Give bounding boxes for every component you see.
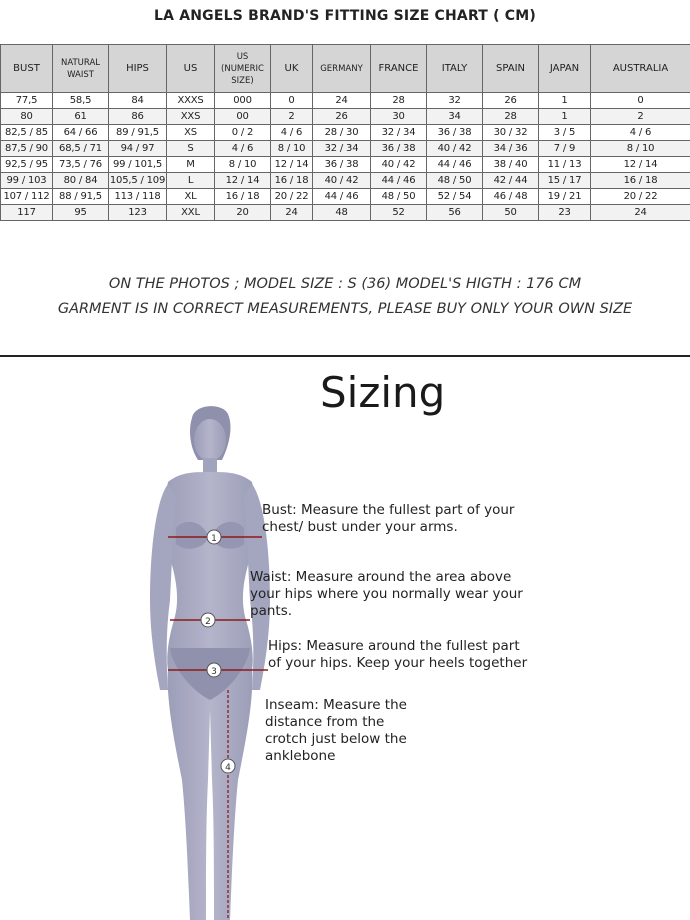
table-row [1, 141, 690, 157]
waist-line-1: Waist: Measure around the area above [250, 569, 512, 585]
table-row [1, 125, 690, 141]
table-cell: 40 / 42 [313, 173, 371, 189]
table-cell: 36 / 38 [427, 125, 483, 141]
header-us-numeric: US (NUMERIC SIZE) [215, 45, 271, 93]
header-uk: UK [271, 45, 313, 93]
table-cell: 28 [371, 93, 427, 109]
table-cell: 3 / 5 [539, 125, 591, 141]
table-cell: XS [167, 125, 215, 141]
table-cell: 28 / 30 [313, 125, 371, 141]
svg-text:4: 4 [225, 763, 231, 773]
table-cell: 80 [1, 109, 53, 125]
table-cell: 24 [271, 205, 313, 221]
table-cell: 64 / 66 [53, 125, 109, 141]
table-cell: 84 [109, 93, 167, 109]
table-cell: 48 / 50 [371, 189, 427, 205]
marker-3 [207, 663, 221, 677]
table-cell: 34 [427, 109, 483, 125]
table-cell: 86 [109, 109, 167, 125]
table-cell: 52 [371, 205, 427, 221]
table-cell: XL [167, 189, 215, 205]
sizing-title: Sizing [320, 368, 446, 417]
table-cell: 24 [313, 93, 371, 109]
table-cell: 26 [313, 109, 371, 125]
table-cell: 30 [371, 109, 427, 125]
table-cell: 28 [483, 109, 539, 125]
figure-shape [150, 406, 270, 920]
table-cell: 48 [313, 205, 371, 221]
table-cell: 4 / 6 [215, 141, 271, 157]
table-cell: 20 / 22 [591, 189, 690, 205]
table-cell: 34 / 36 [483, 141, 539, 157]
inseam-instruction [265, 697, 407, 765]
table-row [1, 109, 690, 125]
table-cell: 80 / 84 [53, 173, 109, 189]
table-cell: 30 / 32 [483, 125, 539, 141]
table-row [1, 189, 690, 205]
table-cell: 32 / 34 [371, 125, 427, 141]
table-cell: 44 / 46 [371, 173, 427, 189]
table-cell: 11 / 13 [539, 157, 591, 173]
table-cell: XXXS [167, 93, 215, 109]
table-row [1, 173, 690, 189]
inseam-line-1: Inseam: Measure the [265, 697, 407, 713]
table-cell: 44 / 46 [427, 157, 483, 173]
table-cell: 87,5 / 90 [1, 141, 53, 157]
table-cell: 61 [53, 109, 109, 125]
table-cell: 40 / 42 [371, 157, 427, 173]
table-cell: 8 / 10 [215, 157, 271, 173]
table-row [1, 205, 690, 221]
table-cell: 0 [271, 93, 313, 109]
svg-text:1: 1 [211, 534, 217, 544]
table-cell: XXS [167, 109, 215, 125]
waist-line-3: pants. [250, 603, 293, 619]
table-cell: 68,5 / 71 [53, 141, 109, 157]
bust-line-1: Bust: Measure the fullest part of your [262, 502, 515, 518]
table-header-row [1, 45, 690, 93]
table-cell: 23 [539, 205, 591, 221]
table-cell: 94 / 97 [109, 141, 167, 157]
inseam-line-2: distance from the [265, 714, 385, 730]
table-cell: 46 / 48 [483, 189, 539, 205]
table-cell: 107 / 112 [1, 189, 53, 205]
bust-line-2: chest/ bust under your arms. [262, 519, 458, 535]
table-cell: 105,5 / 109 [109, 173, 167, 189]
table-cell: 16 / 18 [215, 189, 271, 205]
waist-instruction [250, 569, 523, 620]
garment-measurement-note: GARMENT IS IN CORRECT MEASUREMENTS, PLEASE BUY ONLY YOUR OWN SIZE [57, 301, 633, 317]
table-cell: 36 / 38 [371, 141, 427, 157]
table-cell: 12 / 14 [271, 157, 313, 173]
table-cell: 88 / 91,5 [53, 189, 109, 205]
size-chart-table [0, 44, 690, 221]
marker-2 [201, 613, 215, 627]
table-cell: 1 [539, 109, 591, 125]
marker-4 [221, 759, 235, 773]
header-japan: JAPAN [539, 45, 591, 93]
marker-1 [207, 530, 221, 544]
table-cell: 12 / 14 [591, 157, 690, 173]
bust-instruction [262, 502, 514, 536]
table-cell: 32 [427, 93, 483, 109]
hips-instruction [268, 638, 527, 672]
table-cell: 58,5 [53, 93, 109, 109]
table-cell: 92,5 / 95 [1, 157, 53, 173]
table-cell: 7 / 9 [539, 141, 591, 157]
table-cell: 2 [271, 109, 313, 125]
chart-title: LA ANGELS BRAND'S FITTING SIZE CHART ( CM) [153, 8, 537, 24]
table-cell: 16 / 18 [271, 173, 313, 189]
header-us: US [167, 45, 215, 93]
table-cell: 44 / 46 [313, 189, 371, 205]
hips-line-2: of your hips. Keep your heels together [268, 655, 528, 671]
header-australia: AUSTRALIA [591, 45, 690, 93]
table-cell: 99 / 101,5 [109, 157, 167, 173]
table-cell: 50 [483, 205, 539, 221]
table-cell: 32 / 34 [313, 141, 371, 157]
header-natural-waist: NATURAL WAIST [53, 45, 109, 93]
table-cell: 1 [539, 93, 591, 109]
table-cell: 00 [215, 109, 271, 125]
table-cell: 4 / 6 [591, 125, 690, 141]
table-cell: 95 [53, 205, 109, 221]
waist-line-2: your hips where you normally wear your [250, 586, 523, 602]
table-cell: 38 / 40 [483, 157, 539, 173]
table-cell: 4 / 6 [271, 125, 313, 141]
table-cell: 24 [591, 205, 690, 221]
table-cell: S [167, 141, 215, 157]
table-cell: 89 / 91,5 [109, 125, 167, 141]
section-divider [0, 355, 690, 357]
table-cell: 73,5 / 76 [53, 157, 109, 173]
header-hips: HIPS [109, 45, 167, 93]
table-cell: 56 [427, 205, 483, 221]
table-cell: 117 [1, 205, 53, 221]
header-germany: GERMANY [313, 45, 371, 93]
table-row [1, 93, 690, 109]
table-cell: 113 / 118 [109, 189, 167, 205]
table-cell: 8 / 10 [271, 141, 313, 157]
table-cell: M [167, 157, 215, 173]
table-cell: 12 / 14 [215, 173, 271, 189]
table-cell: 36 / 38 [313, 157, 371, 173]
inseam-line-3: crotch just below the [265, 731, 407, 747]
table-cell: 26 [483, 93, 539, 109]
table-cell: 82,5 / 85 [1, 125, 53, 141]
header-spain: SPAIN [483, 45, 539, 93]
table-cell: 0 / 2 [215, 125, 271, 141]
table-cell: 000 [215, 93, 271, 109]
table-cell: 48 / 50 [427, 173, 483, 189]
svg-text:2: 2 [205, 617, 211, 627]
table-cell: 77,5 [1, 93, 53, 109]
table-cell: 20 [215, 205, 271, 221]
table-cell: 2 [591, 109, 690, 125]
hips-line-1: Hips: Measure around the fullest part [268, 638, 520, 654]
header-bust: BUST [1, 45, 53, 93]
table-cell: 99 / 103 [1, 173, 53, 189]
header-france: FRANCE [371, 45, 427, 93]
table-cell: 20 / 22 [271, 189, 313, 205]
table-cell: 123 [109, 205, 167, 221]
table-cell: 42 / 44 [483, 173, 539, 189]
table-cell: 19 / 21 [539, 189, 591, 205]
table-cell: 40 / 42 [427, 141, 483, 157]
table-cell: L [167, 173, 215, 189]
table-cell: 16 / 18 [591, 173, 690, 189]
table-cell: XXL [167, 205, 215, 221]
table-cell: 0 [591, 93, 690, 109]
table-cell: 15 / 17 [539, 173, 591, 189]
svg-text:3: 3 [211, 667, 217, 677]
table-row [1, 157, 690, 173]
inseam-line-4: anklebone [265, 748, 336, 764]
table-cell: 52 / 54 [427, 189, 483, 205]
header-italy: ITALY [427, 45, 483, 93]
table-cell: 8 / 10 [591, 141, 690, 157]
model-size-note: ON THE PHOTOS ; MODEL SIZE : S (36) MODEL'S HIGTH : 176 CM [108, 276, 582, 292]
